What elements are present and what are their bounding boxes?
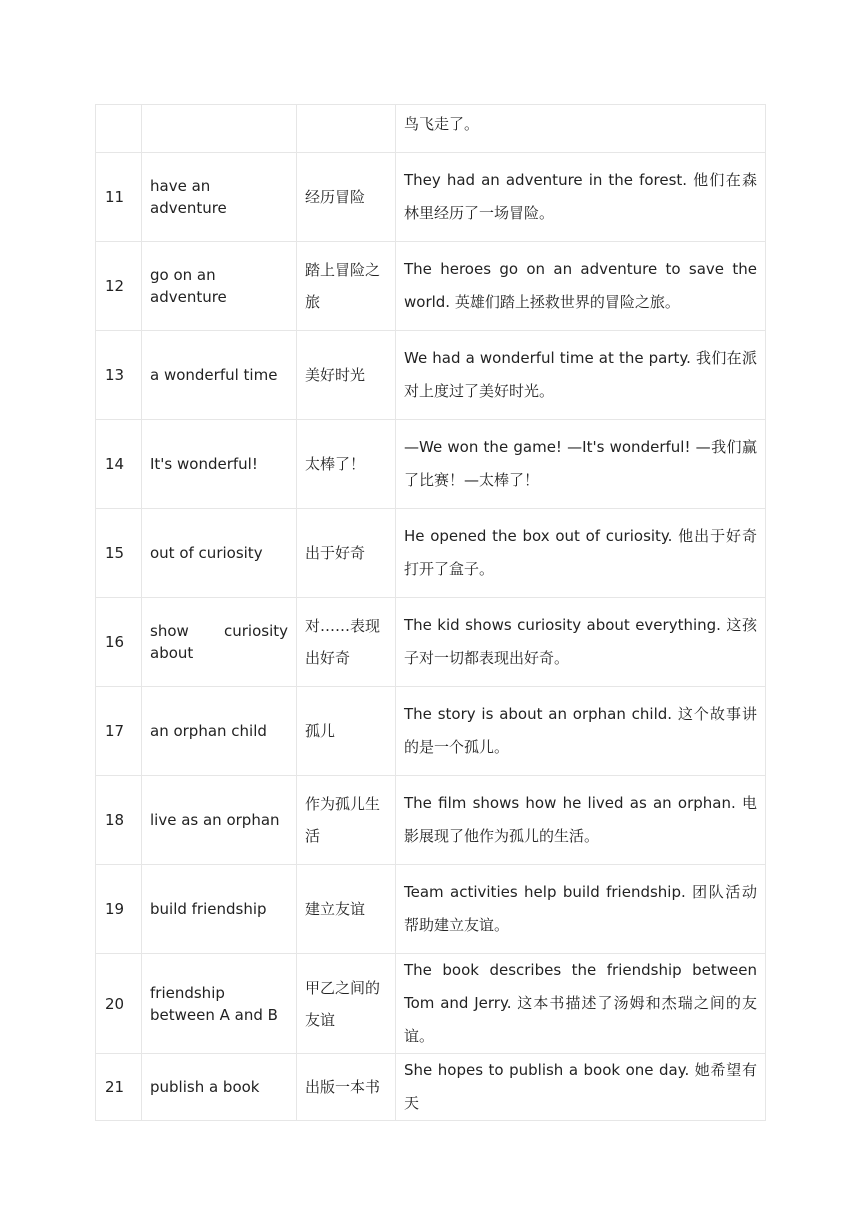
row-number: 12	[96, 242, 142, 331]
row-number: 20	[96, 954, 142, 1054]
meaning: 对……表现出好奇	[297, 598, 396, 687]
example-sentence: He opened the box out of curiosity. 他出于好奇打开了盒子。	[396, 509, 766, 598]
phrase	[142, 105, 297, 153]
table-row	[96, 331, 766, 420]
example-sentence: The book describes the friendship between Tom and Jerry. 这本书描述了汤姆和杰瑞之间的友谊。	[396, 954, 766, 1054]
row-number: 11	[96, 153, 142, 242]
phrase: live as an orphan	[142, 776, 297, 865]
table-row	[96, 420, 766, 509]
table-row	[96, 954, 766, 1054]
table-row	[96, 598, 766, 687]
table-row	[96, 509, 766, 598]
phrase: build friendship	[142, 865, 297, 954]
row-number: 13	[96, 331, 142, 420]
meaning: 甲乙之间的友谊	[297, 954, 396, 1054]
phrase: publish a book	[142, 1054, 297, 1121]
meaning: 出于好奇	[297, 509, 396, 598]
vocabulary-table	[95, 104, 766, 1121]
row-number: 18	[96, 776, 142, 865]
table-row	[96, 153, 766, 242]
meaning: 建立友谊	[297, 865, 396, 954]
example-sentence: —We won the game! —It's wonderful! —我们赢了比赛！—太棒了！	[396, 420, 766, 509]
meaning: 踏上冒险之旅	[297, 242, 396, 331]
phrase: friendship between A and B	[142, 954, 297, 1054]
table-row	[96, 776, 766, 865]
example-sentence: The story is about an orphan child. 这个故事讲的是一个孤儿。	[396, 687, 766, 776]
row-number: 21	[96, 1054, 142, 1121]
meaning: 出版一本书	[297, 1054, 396, 1121]
table-row	[96, 105, 766, 153]
table-row	[96, 687, 766, 776]
table-row	[96, 242, 766, 331]
table-row	[96, 1054, 766, 1121]
phrase: show curiosity about	[142, 598, 297, 687]
row-number: 15	[96, 509, 142, 598]
example-sentence: We had a wonderful time at the party. 我们在派对上度过了美好时光。	[396, 331, 766, 420]
meaning	[297, 105, 396, 153]
row-number: 14	[96, 420, 142, 509]
meaning: 美好时光	[297, 331, 396, 420]
meaning: 太棒了！	[297, 420, 396, 509]
phrase: It's wonderful!	[142, 420, 297, 509]
example-sentence: They had an adventure in the forest. 他们在森林里经历了一场冒险。	[396, 153, 766, 242]
row-number	[96, 105, 142, 153]
meaning: 作为孤儿生活	[297, 776, 396, 865]
phrase: go on an adventure	[142, 242, 297, 331]
example-sentence: She hopes to publish a book one day. 她希望有天	[396, 1054, 766, 1121]
phrase: a wonderful time	[142, 331, 297, 420]
phrase: out of curiosity	[142, 509, 297, 598]
row-number: 16	[96, 598, 142, 687]
table-row	[96, 865, 766, 954]
example-sentence: 鸟飞走了。	[396, 105, 766, 153]
phrase: an orphan child	[142, 687, 297, 776]
example-sentence: The kid shows curiosity about everything. 这孩子对一切都表现出好奇。	[396, 598, 766, 687]
row-number: 19	[96, 865, 142, 954]
meaning: 孤儿	[297, 687, 396, 776]
example-sentence: Team activities help build friendship. 团队活动帮助建立友谊。	[396, 865, 766, 954]
example-sentence: The heroes go on an adventure to save the world. 英雄们踏上拯救世界的冒险之旅。	[396, 242, 766, 331]
meaning: 经历冒险	[297, 153, 396, 242]
phrase: have an adventure	[142, 153, 297, 242]
example-sentence: The film shows how he lived as an orphan. 电影展现了他作为孤儿的生活。	[396, 776, 766, 865]
row-number: 17	[96, 687, 142, 776]
